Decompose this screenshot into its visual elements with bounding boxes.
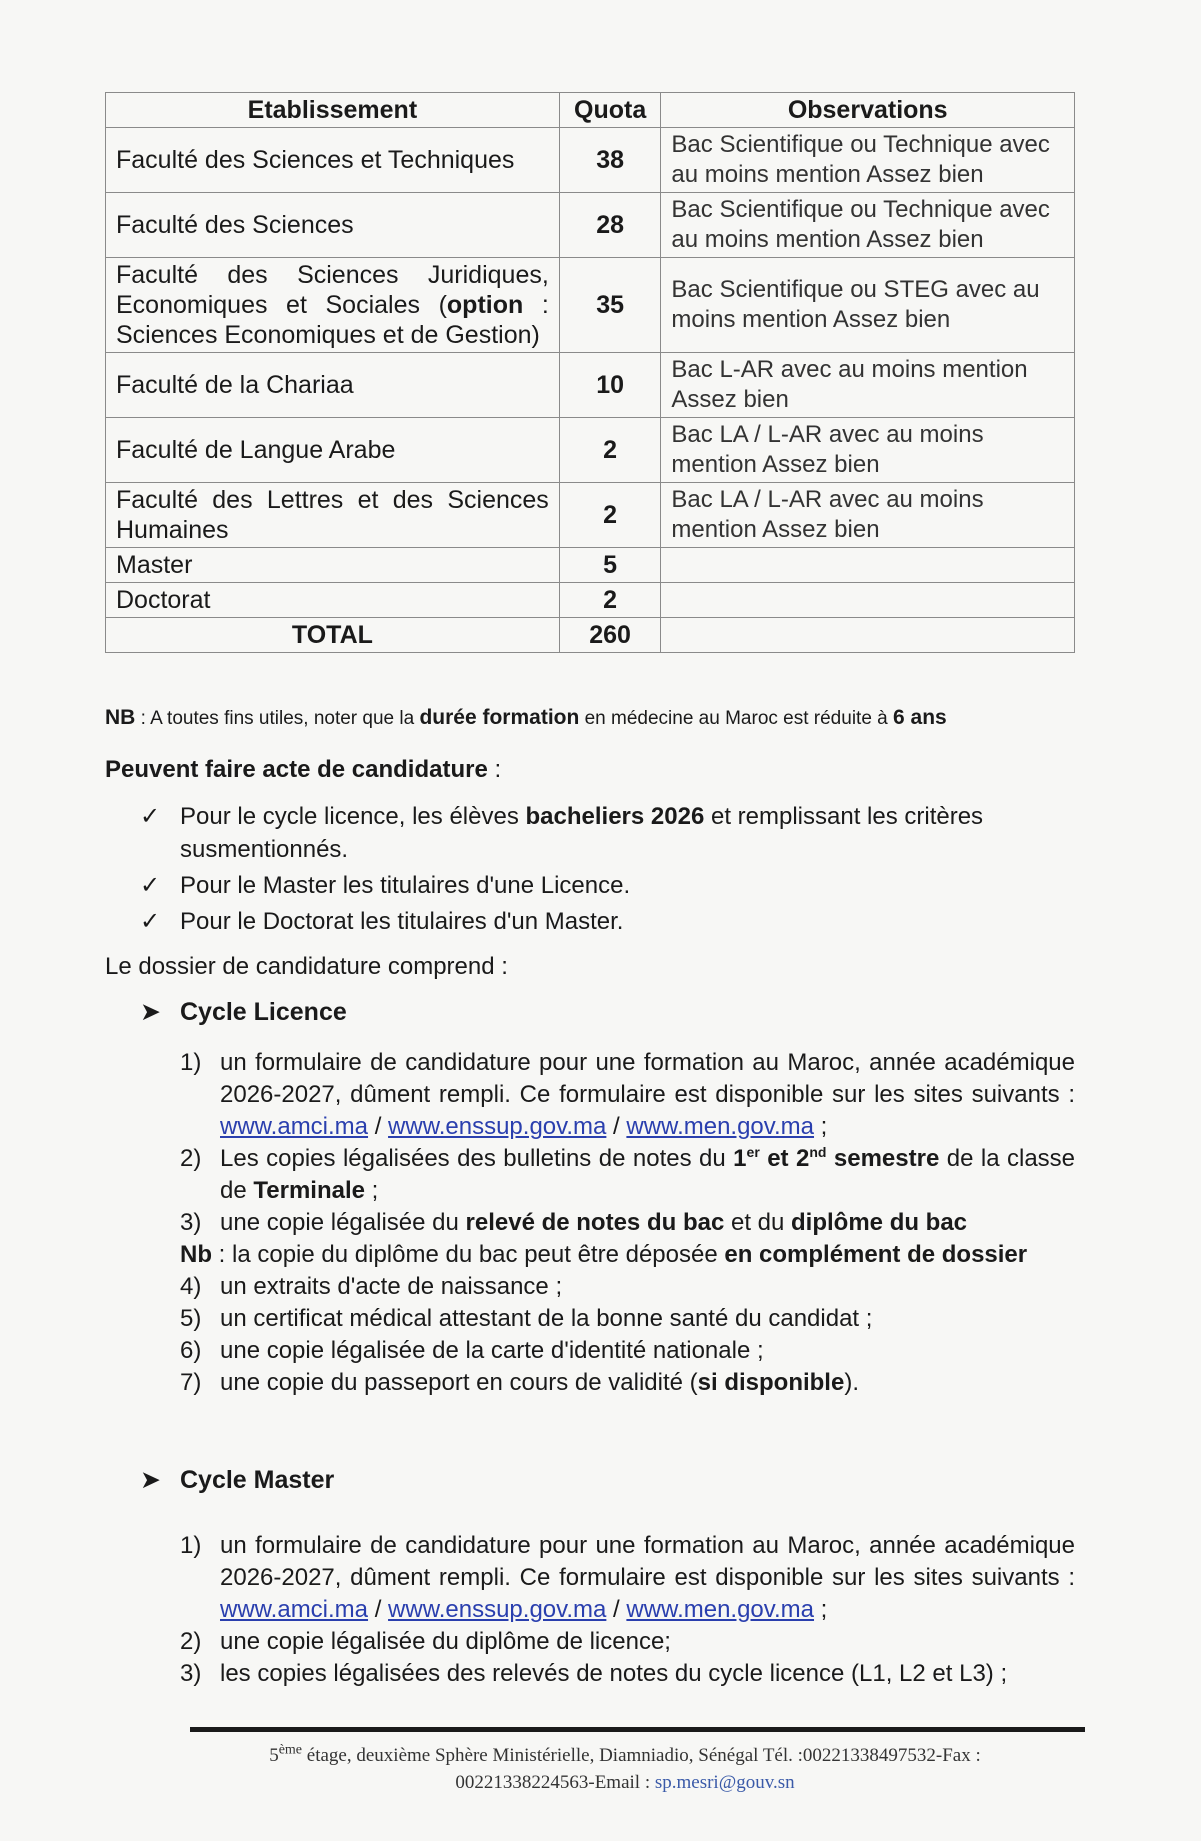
etab-cell: Faculté des Sciences bbox=[106, 193, 560, 258]
etab-cell bbox=[106, 258, 560, 353]
list-item bbox=[180, 1367, 1075, 1399]
cycle-licence-heading bbox=[140, 997, 347, 1027]
nb-note bbox=[105, 706, 947, 730]
link-enssup[interactable]: www.enssup.gov.ma bbox=[388, 1113, 607, 1140]
nb-label: Nb bbox=[180, 1241, 212, 1268]
candidature-heading-text: Peuvent faire acte de candidature bbox=[105, 756, 488, 783]
table-row bbox=[106, 258, 1075, 353]
separator: / bbox=[368, 1113, 389, 1140]
footer-text: étage, deuxième Sphère Ministérielle, Diamniadio, Sénégal Tél. :00221338497532-Fax : bbox=[302, 1745, 981, 1766]
list-item bbox=[180, 1530, 1075, 1626]
item-text: une copie légalisée du bbox=[220, 1209, 466, 1236]
footer-divider bbox=[190, 1727, 1085, 1732]
item-number: 3) bbox=[180, 1209, 202, 1236]
link-amci[interactable]: www.amci.ma bbox=[220, 1113, 369, 1140]
obs-cell bbox=[661, 618, 1075, 653]
item-number: 2) bbox=[180, 1628, 202, 1655]
table-row bbox=[106, 548, 1075, 583]
item-text: une copie légalisée du diplôme de licence; bbox=[220, 1628, 671, 1655]
link-amci[interactable]: www.amci.ma bbox=[220, 1596, 369, 1623]
link-enssup[interactable]: www.enssup.gov.ma bbox=[388, 1596, 607, 1623]
obs-cell: Bac LA / L-AR avec au moins mention Assez bien bbox=[661, 483, 1075, 548]
arrow-bullet-icon: ➤ bbox=[140, 998, 161, 1026]
separator: / bbox=[606, 1113, 627, 1140]
table-row bbox=[106, 418, 1075, 483]
quota-table bbox=[105, 92, 1075, 653]
item-number: 4) bbox=[180, 1273, 202, 1300]
item-end: ). bbox=[844, 1369, 859, 1396]
footer-text: 5 bbox=[269, 1745, 279, 1766]
list-item bbox=[180, 1303, 1075, 1335]
obs-cell bbox=[661, 548, 1075, 583]
separator: / bbox=[606, 1596, 627, 1623]
list-item bbox=[180, 1047, 1075, 1143]
etab-text: : Sciences Economiques et de Gestion) bbox=[116, 291, 549, 349]
candidature-heading-colon: : bbox=[487, 756, 502, 783]
list-item bbox=[180, 1626, 1075, 1658]
etab-text: Faculté des Sciences Juridiques, Economiques et Sociales ( bbox=[116, 261, 549, 319]
item-text: une copie légalisée de la carte d'identité nationale ; bbox=[220, 1337, 764, 1364]
item-number: 2) bbox=[180, 1145, 202, 1172]
item-number: 1) bbox=[180, 1532, 202, 1559]
quota-cell: 5 bbox=[559, 548, 661, 583]
dossier-intro: Le dossier de candidature comprend : bbox=[105, 953, 508, 980]
item-bold: diplôme du bac bbox=[791, 1209, 968, 1236]
item-end: ; bbox=[814, 1113, 828, 1140]
nb-bold: en complément de dossier bbox=[724, 1241, 1028, 1268]
item-bold: bacheliers 2026 bbox=[525, 803, 705, 830]
arrow-bullet-icon: ➤ bbox=[140, 1466, 161, 1494]
list-item bbox=[180, 1143, 1075, 1207]
link-men[interactable]: www.men.gov.ma bbox=[626, 1113, 815, 1140]
item-text: et du bbox=[724, 1209, 792, 1236]
footer-text: 00221338224563-Email : bbox=[455, 1772, 655, 1793]
licence-list bbox=[180, 1047, 1075, 1399]
etab-cell: Faculté de Langue Arabe bbox=[106, 418, 560, 483]
table-total-row bbox=[106, 618, 1075, 653]
etab-cell: Faculté de la Chariaa bbox=[106, 353, 560, 418]
list-item bbox=[140, 869, 1080, 902]
etab-option-label: option bbox=[446, 291, 524, 319]
cycle-licence-title: Cycle Licence bbox=[180, 998, 347, 1026]
footer-line-2 bbox=[160, 1769, 1090, 1796]
etab-cell: Master bbox=[106, 548, 560, 583]
list-item bbox=[140, 905, 1080, 938]
nb-text: : A toutes fins utiles, noter que la bbox=[135, 708, 420, 729]
col-header-observations: Observations bbox=[661, 93, 1075, 128]
quota-cell: 35 bbox=[559, 258, 661, 353]
quota-cell: 28 bbox=[559, 193, 661, 258]
etab-cell: Doctorat bbox=[106, 583, 560, 618]
footer-sup: ème bbox=[278, 1742, 303, 1758]
obs-cell: Bac L-AR avec au moins mention Assez bien bbox=[661, 353, 1075, 418]
nb-bold: 6 ans bbox=[893, 706, 947, 729]
quota-cell: 2 bbox=[559, 583, 661, 618]
checkmark-icon: ✓ bbox=[140, 908, 161, 935]
item-bold: relevé de notes du bac bbox=[465, 1209, 725, 1236]
item-bold: Terminale bbox=[253, 1177, 365, 1204]
footer-address bbox=[160, 1742, 1090, 1796]
item-sup: nd bbox=[809, 1144, 827, 1160]
obs-cell: Bac LA / L-AR avec au moins mention Assez bien bbox=[661, 418, 1075, 483]
link-men[interactable]: www.men.gov.ma bbox=[626, 1596, 815, 1623]
obs-cell: Bac Scientifique ou STEG avec au moins mention Assez bien bbox=[661, 258, 1075, 353]
master-list bbox=[180, 1530, 1075, 1690]
table-row bbox=[106, 483, 1075, 548]
item-text: de la classe de bbox=[220, 1145, 1076, 1204]
item-number: 5) bbox=[180, 1305, 202, 1332]
item-number: 6) bbox=[180, 1337, 202, 1364]
item-bold: si disponible bbox=[697, 1369, 845, 1396]
list-item bbox=[140, 800, 1080, 866]
etab-cell: Faculté des Lettres et des Sciences Humaines bbox=[106, 483, 560, 548]
item-text: un formulaire de candidature pour une formation au Maroc, année académique 2026-2027, dûment rempli. Ce formulaire est disponible sur les sites suivants : bbox=[220, 1532, 1075, 1591]
list-item bbox=[180, 1207, 1075, 1239]
item-text: un formulaire de candidature pour une formation au Maroc, année académique 2026-2027, dûment rempli. Ce formulaire est disponible sur les sites suivants : bbox=[220, 1049, 1075, 1108]
item-end: ; bbox=[814, 1596, 828, 1623]
candidature-list bbox=[140, 800, 1080, 941]
item-text: un extraits d'acte de naissance ; bbox=[220, 1273, 563, 1300]
item-text: une copie du passeport en cours de validité ( bbox=[220, 1369, 698, 1396]
checkmark-icon: ✓ bbox=[140, 803, 161, 830]
quota-cell: 38 bbox=[559, 128, 661, 193]
nb-line bbox=[180, 1239, 1075, 1271]
table-header-row bbox=[106, 93, 1075, 128]
candidature-heading bbox=[105, 756, 501, 784]
item-text: Pour le Doctorat les titulaires d'un Master. bbox=[180, 908, 624, 935]
item-number: 7) bbox=[180, 1369, 202, 1396]
obs-cell bbox=[661, 583, 1075, 618]
col-header-etablissement: Etablissement bbox=[106, 93, 560, 128]
table-row bbox=[106, 193, 1075, 258]
table-row bbox=[106, 353, 1075, 418]
cycle-master-title: Cycle Master bbox=[180, 1466, 335, 1494]
list-item bbox=[180, 1658, 1075, 1690]
item-text: Pour le Master les titulaires d'une Licence. bbox=[180, 872, 631, 899]
item-text: Pour le cycle licence, les élèves bbox=[180, 803, 526, 830]
cycle-master-heading bbox=[140, 1465, 334, 1495]
footer-email[interactable]: sp.mesri@gouv.sn bbox=[654, 1772, 795, 1793]
list-item bbox=[180, 1335, 1075, 1367]
col-header-quota: Quota bbox=[559, 93, 661, 128]
separator: / bbox=[368, 1596, 389, 1623]
item-bold: semestre bbox=[826, 1145, 940, 1172]
item-text: et remplissant les critères susmentionnés. bbox=[180, 803, 984, 863]
item-text: un certificat médical attestant de la bonne santé du candidat ; bbox=[220, 1305, 873, 1332]
total-label: TOTAL bbox=[106, 618, 560, 653]
table-row bbox=[106, 128, 1075, 193]
quota-cell: 2 bbox=[559, 483, 661, 548]
etab-cell: Faculté des Sciences et Techniques bbox=[106, 128, 560, 193]
item-sup: er bbox=[746, 1144, 760, 1160]
obs-cell: Bac Scientifique ou Technique avec au moins mention Assez bien bbox=[661, 193, 1075, 258]
table-row bbox=[106, 583, 1075, 618]
item-end: ; bbox=[364, 1177, 379, 1204]
nb-text: : la copie du diplôme du bac peut être déposée bbox=[212, 1241, 725, 1268]
total-value: 260 bbox=[559, 618, 661, 653]
nb-bold: durée formation bbox=[419, 706, 580, 729]
item-bold: 1 bbox=[733, 1145, 747, 1172]
item-text: Les copies légalisées des bulletins de notes du bbox=[220, 1145, 734, 1172]
item-bold: et 2 bbox=[759, 1145, 810, 1172]
nb-label: NB bbox=[105, 706, 136, 729]
quota-cell: 2 bbox=[559, 418, 661, 483]
nb-text: en médecine au Maroc est réduite à bbox=[579, 708, 894, 729]
checkmark-icon: ✓ bbox=[140, 872, 161, 899]
obs-cell: Bac Scientifique ou Technique avec au moins mention Assez bien bbox=[661, 128, 1075, 193]
item-number: 1) bbox=[180, 1049, 202, 1076]
quota-cell: 10 bbox=[559, 353, 661, 418]
item-number: 3) bbox=[180, 1660, 202, 1687]
item-text: les copies légalisées des relevés de notes du cycle licence (L1, L2 et L3) ; bbox=[220, 1660, 1008, 1687]
footer-line-1 bbox=[160, 1742, 1090, 1769]
list-item bbox=[180, 1271, 1075, 1303]
